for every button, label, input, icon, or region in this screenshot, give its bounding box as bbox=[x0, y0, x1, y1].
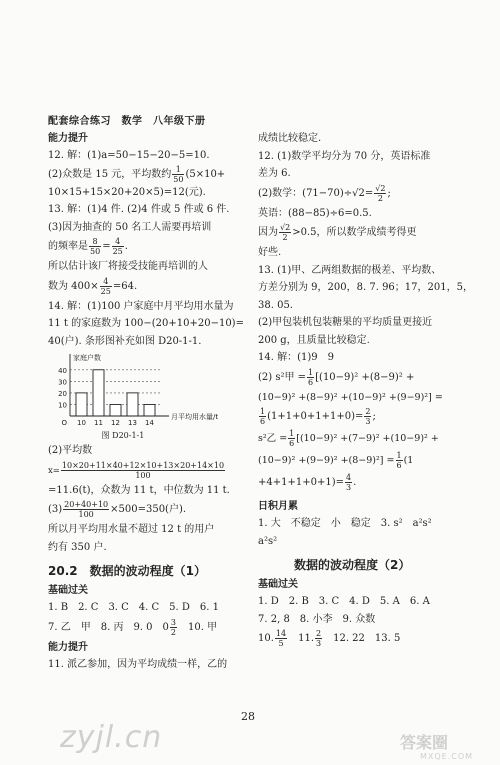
watermark-right: 答案圈 bbox=[400, 733, 449, 752]
bar-chart bbox=[48, 350, 238, 430]
y-tick-label: 10 bbox=[58, 401, 67, 410]
answer-line: (2)众数是 15 元，平均数约 $\frac{1}{50}$ (5×10+ bbox=[48, 164, 226, 184]
page-number: 28 bbox=[241, 710, 255, 723]
answer-line: 200 g，且质量比较稳定. bbox=[258, 334, 370, 346]
answer-line: 40(户). 条形图补充如图 D20-1-1. bbox=[48, 335, 202, 347]
bar bbox=[110, 404, 121, 416]
y-axis-label: 家庭户数 bbox=[73, 354, 101, 362]
answer-line: 1. B 2. C 3. C 4. C 5. D 6. 1 bbox=[48, 602, 220, 613]
answer-line: 38. 05. bbox=[258, 299, 293, 311]
answer-line: 1. 大 不稳定 小 稳定 3. s² a²s² bbox=[258, 518, 432, 529]
answer-line: (3) $\frac{20+40+10}{100}$ ×500=350(户). bbox=[48, 500, 187, 519]
answer-line: 好些. bbox=[258, 247, 282, 258]
answer-line: 12. (1)数学平均分为 70 分，英语标准 bbox=[258, 150, 431, 162]
section-heading: 基础过关 bbox=[48, 585, 88, 596]
answer-line: 约有 350 户. bbox=[48, 541, 107, 553]
answer-line: (2)数学：(71−70)÷√2= $\frac{√2}{2}$ ; bbox=[258, 183, 391, 203]
section-heading: 基础过关 bbox=[258, 579, 298, 590]
answer-line: (3)因为抽查的 50 名工人需要再培训 bbox=[48, 221, 212, 233]
watermark-right-url: MXQE.COM bbox=[420, 752, 474, 761]
answer-line: 14. 解：(1)9 9 bbox=[258, 352, 334, 363]
answer-line: +4+1+1+0+1)= $\frac{4}{3}$ . bbox=[258, 473, 357, 492]
answer-line: 13. 解：(1)4 件. (2)4 件或 5 件或 6 件. bbox=[48, 204, 230, 215]
section-title: 20.2 数据的波动程度（1） bbox=[48, 564, 206, 578]
answer-line: 13. (1)甲、乙两组数据的极差、平均数、 bbox=[258, 264, 442, 276]
answer-line: 10. $\frac{14}{5}$ 11. $\frac{2}{3}$ 12. 22 13. 5 bbox=[258, 629, 401, 648]
bar bbox=[144, 404, 155, 416]
answer-line: $\frac{1}{6}$ (1+1+0+1+1+0)= $\frac{2}{3}$ ; bbox=[260, 407, 376, 426]
answer-line: 成绩比较稳定. bbox=[258, 133, 322, 144]
answer-line: 差为 6. bbox=[258, 168, 291, 179]
answer-line: 所以月平均用水量不超过 12 t 的用户 bbox=[48, 524, 215, 535]
answer-line: a²s² bbox=[258, 535, 278, 547]
answer-line: s²乙 = $\frac{1}{6}$ [(10−9)² +(7−9)² +(10−9)² + bbox=[258, 429, 439, 448]
answer-line: 英语：(88−85)÷6=0.5. bbox=[258, 207, 372, 219]
answer-line: 数为 400× $\frac{4}{25}$ =64. bbox=[48, 276, 138, 296]
bar-chart-svg bbox=[48, 350, 238, 430]
answer-line: 的频率是 $\frac{8}{50}$ = $\frac{4}{25}$ . bbox=[48, 237, 128, 256]
answer-line: 7. 乙 甲 8. 丙 9. 0 0 $\frac{3}{2}$ 10. 甲 bbox=[48, 617, 218, 637]
answer-line: 方差分别为 9，200，8. 7. 96；17，201，5， bbox=[258, 282, 473, 293]
section-heading: 能力提升 bbox=[48, 133, 88, 144]
x-tick-label: 12 bbox=[111, 419, 120, 427]
answer-line: (2)甲包装机包装糖果的平均质量更接近 bbox=[258, 317, 433, 328]
x-tick-label: 13 bbox=[128, 419, 137, 427]
x-tick-label: 11 bbox=[94, 419, 103, 427]
section-title: 数据的波动程度（2） bbox=[294, 558, 411, 572]
answer-line: 所以估计该厂将接受技能再培训的人 bbox=[48, 261, 208, 272]
right-column bbox=[258, 130, 473, 650]
answer-line: 14. 解：(1)100 户家庭中月平均用水量为 bbox=[48, 300, 234, 312]
bar bbox=[93, 370, 104, 416]
bar bbox=[76, 393, 87, 416]
answer-line: x= $\frac{10\times 20+11\times 40+12\times 10+13\times 20+14\times 10}{100}$ bbox=[48, 460, 225, 480]
answer-line: 11 t 的家庭数为 100−(20+10+20−10)= bbox=[48, 318, 244, 329]
watermark-left: zyjl.cn bbox=[60, 720, 163, 755]
answer-line: 11. 派乙参加，因为平均成绩一样，乙的 bbox=[48, 658, 228, 670]
y-tick-label: 30 bbox=[58, 378, 67, 387]
x-tick-label: 10 bbox=[77, 419, 86, 427]
x-tick-label: 14 bbox=[145, 419, 154, 427]
answer-line: (10−9)² +(9−9)² +(8−9)²] = $\frac{1}{6}$ (1 bbox=[258, 451, 414, 470]
answer-line: (10−9)² +(8−9)² +(10−9)² +(9−9)²] = bbox=[258, 391, 443, 403]
answer-line: 1. D 2. B 3. C 4. D 5. A 6. A bbox=[258, 596, 430, 607]
answer-line: 10×15+15×20+20×5)=12(元). bbox=[48, 186, 206, 198]
figure-caption: 图 D20-1-1 bbox=[101, 431, 145, 440]
answer-line: (2)平均数 bbox=[48, 445, 93, 456]
answer-line: 7. 2, 8 8. 小李 9. 众数 bbox=[258, 613, 376, 625]
x-axis-label: 月平均用水量/t bbox=[171, 413, 219, 421]
left-column bbox=[48, 130, 244, 673]
section-heading: 能力提升 bbox=[48, 641, 88, 653]
answer-line: 12. 解：(1)a=50−15−20−5=10. bbox=[48, 150, 210, 161]
bar bbox=[127, 393, 138, 416]
answer-line: (2) s²甲 = $\frac{1}{6}$ [(10−9)² +(8−9)² + bbox=[258, 367, 415, 387]
y-tick-label: 40 bbox=[58, 366, 67, 375]
y-tick-label: 20 bbox=[58, 389, 67, 398]
answer-line: =11.6(t)，众数为 11 t，中位数为 11 t. bbox=[48, 484, 230, 496]
answer-line: 因为 $\frac{√2}{2}$ >0.5，所以数学成绩考得更 bbox=[258, 223, 417, 242]
origin-label: O bbox=[61, 419, 67, 427]
section-heading: 日积月累 bbox=[258, 501, 298, 512]
page-header: 配套综合练习 数学 八年级下册 bbox=[48, 116, 206, 127]
